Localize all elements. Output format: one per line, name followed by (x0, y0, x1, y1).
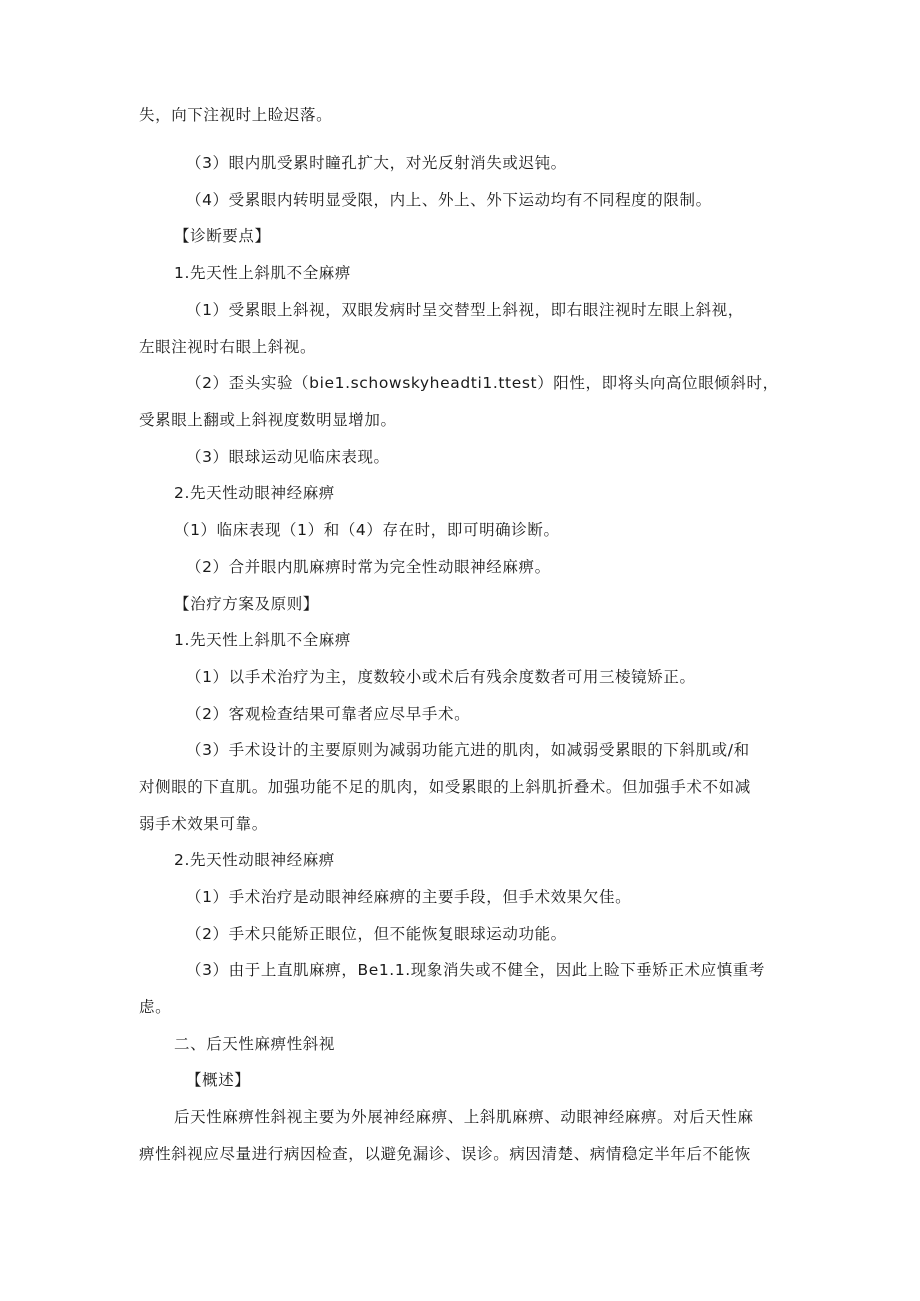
text-line: 受累眼上翻或上斜视度数明显增加。 (139, 411, 397, 429)
subsection-heading: 2.先天性动眼神经麻痹 (174, 851, 335, 869)
text-line: 弱手术效果可靠。 (139, 815, 268, 833)
subsection-heading: 1.先天性上斜肌不全麻痹 (174, 264, 351, 282)
text-line: （4）受累眼内转明显受限，内上、外上、外下运动均有不同程度的限制。 (186, 191, 712, 209)
text-line: （1）临床表现（1）和（4）存在时，即可明确诊断。 (174, 521, 560, 539)
text-line: 对侧眼的下直肌。加强功能不足的肌肉，如受累眼的上斜肌折叠术。但加强手术不如减 (139, 778, 751, 796)
text-line: （1）以手术治疗为主，度数较小或术后有残余度数者可用三棱镜矫正。 (186, 668, 696, 686)
text-line: 痹性斜视应尽量进行病因检查，以避免漏诊、误诊。病因清楚、病情稳定半年后不能恢 (139, 1145, 751, 1163)
text-line: （1）受累眼上斜视，双眼发病时呈交替型上斜视，即右眼注视时左眼上斜视， (186, 301, 744, 319)
text-line: 失，向下注视时上睑迟落。 (139, 106, 333, 124)
text-line: （3）手术设计的主要原则为减弱功能亢进的肌肉，如减弱受累眼的下斜肌或/和 (186, 741, 750, 759)
subsection-heading: 1.先天性上斜肌不全麻痹 (174, 631, 351, 649)
text-line: 后天性麻痹性斜视主要为外展神经麻痹、上斜肌麻痹、动眼神经麻痹。对后天性麻 (174, 1108, 754, 1126)
text-line: （2）合并眼内肌麻痹时常为完全性动眼神经麻痹。 (186, 558, 551, 576)
text-line: 虑。 (139, 998, 172, 1016)
section-heading: 二、后天性麻痹性斜视 (174, 1035, 336, 1053)
text-line: （2）手术只能矫正眼位，但不能恢复眼球运动功能。 (186, 925, 567, 943)
text-line: （3）由于上直肌麻痹，Be1.1.现象消失或不健全，因此上睑下垂矫正术应慎重考 (186, 961, 766, 979)
text-line: （2）歪头实验（bie1.schowskyheadti1.ttest）阳性，即将头向高位眼倾斜时， (186, 374, 779, 392)
text-line: （3）眼球运动见临床表现。 (186, 448, 390, 466)
text-line: （1）手术治疗是动眼神经麻痹的主要手段，但手术效果欠佳。 (186, 888, 632, 906)
text-line: （3）眼内肌受累时瞳孔扩大，对光反射消失或迟钝。 (186, 154, 567, 172)
section-heading: 【概述】 (186, 1071, 251, 1089)
section-heading: 【诊断要点】 (174, 227, 271, 245)
subsection-heading: 2.先天性动眼神经麻痹 (174, 484, 335, 502)
text-line: （2）客观检查结果可靠者应尽早手术。 (186, 705, 471, 723)
section-heading: 【治疗方案及原则】 (174, 595, 319, 613)
text-line: 左眼注视时右眼上斜视。 (139, 338, 317, 356)
